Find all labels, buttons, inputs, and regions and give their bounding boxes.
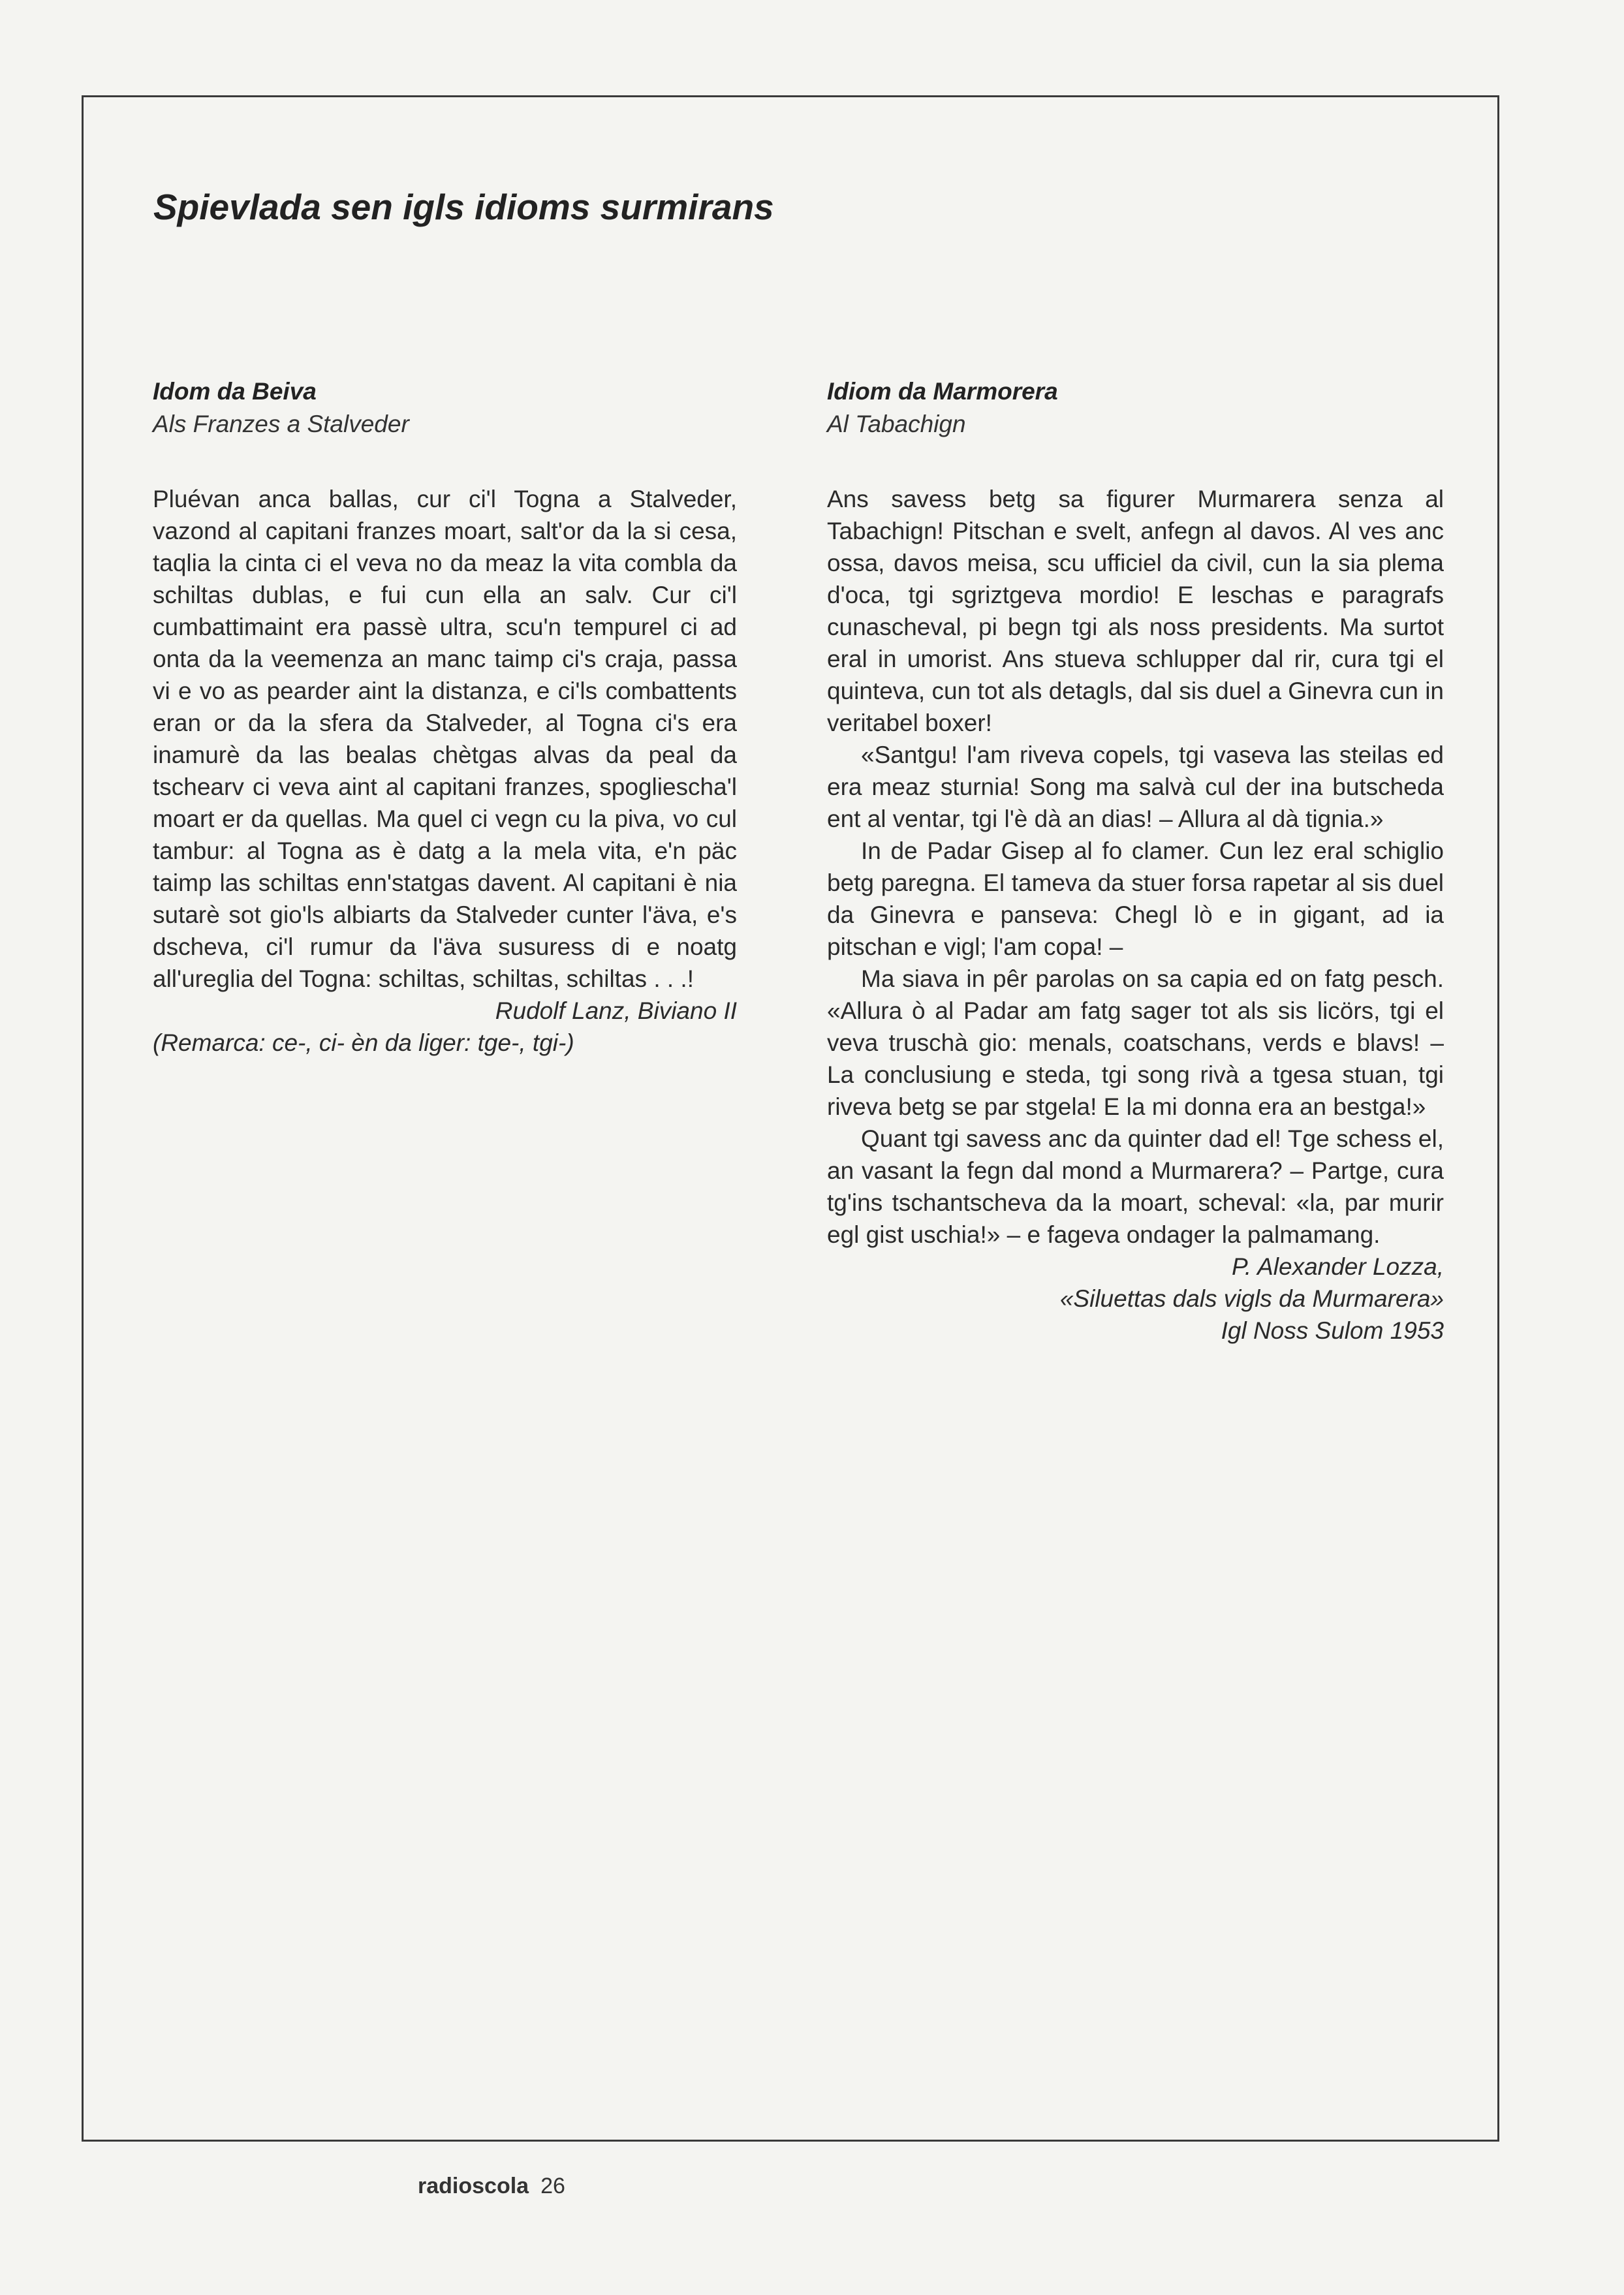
left-signature: Rudolf Lanz, Biviano II	[495, 997, 737, 1024]
page-title: Spievlada sen igls idioms surmirans	[153, 187, 774, 227]
right-column-heading: Idiom da Marmorera	[827, 378, 1058, 405]
right-signature-line-1: P. Alexander Lozza,	[1232, 1253, 1444, 1280]
footer-page-number: 26	[540, 2174, 565, 2198]
right-paragraph-5: Quant tgi savess anc da quinter dad el! Tge schess el, an vasant la fegn dal mond a Murmarera? – Partge, cura tg'ins tschantscheva da la moart, scheval: «la, par murir egl gist uschia!» – e fageva ondager la palmamang.	[827, 1125, 1444, 1248]
right-paragraph-4: Ma siava in pêr parolas on sa capia ed on fatg pesch. «Allura ò al Padar am fatg sager tot als sis licörs, tgi el veva truschà gio: menals, coatschans, verds e blavs! – La conclusiung e steda, tgi song rivà a tgesa stuan, tgi riveva betg se par stgela! E la mi donna era an bestga!»	[827, 965, 1444, 1120]
right-signature-line-3: Igl Noss Sulom 1953	[1221, 1317, 1444, 1344]
right-column-subheading: Al Tabachign	[827, 411, 966, 437]
right-column-body	[827, 483, 1444, 1251]
left-column	[153, 375, 737, 1059]
right-column	[827, 375, 1444, 1347]
left-paragraph: Pluévan anca ballas, cur ci'l Togna a Stalveder, vazond al capitani franzes moart, salt'or da la si cesa, taqlia la cinta ci el veva no da meaz la vita combla da schiltas dublas, e fui cun ella an salv. Cur ci'l cumbattimaint era passè ultra, scu'n tempurel ci ad onta da la veemenza an manc taimp ci's craja, passa vi e vo as pearder aint la distanza, e ci'ls combattents eran or da la sfera da Stalveder, al Togna ci's era inamurè da las bealas chètgas alvas da peal da tschearv ci veva aint al capitani franzes, spogliescha'l moart er da quellas. Ma quel ci vegn cu la piva, vo cul tambur: al Togna as è datg a la mela vita, e'n päc taimp las schiltas enn'statgas davent. Al capitani è nia sutarè sot gio'ls albiarts da Stalveder cunter l'äva, e's dscheva, ci'l rumur da l'äva susuress di e noatg all'ureglia del Togna: schiltas, schiltas, schiltas . . .!	[153, 486, 737, 992]
right-signature-line-2: «Siluettas dals vigls da Murmarera»	[1059, 1285, 1444, 1312]
right-paragraph-3: In de Padar Gisep al fo clamer. Cun lez eral schiglio betg paregna. El tameva da stuer forsa rapetar al sis duel da Ginevra e panseva: Chegl lò e in gigant, ad ia pitschan e vigl; l'am copa! –	[827, 837, 1444, 960]
right-paragraph-1: Ans savess betg sa figurer Murmarera senza al Tabachign! Pitschan e svelt, anfegn al davos. Al ves anc ossa, davos meisa, scu ufficiel da civil, cun la sia plema d'oca, tgi sgriztgeva mordio! E leschas e paragrafs cunascheval, pi begn tgi als noss presidents. Ma surtot eral in umorist. Ans stueva schlupper dal rir, cura tgi el quinteva, cun tot als detagls, dal sis duel a Ginevra cun in veritabel boxer!	[827, 486, 1444, 736]
right-paragraph-2: «Santgu! l'am riveva copels, tgi vaseva las steilas ed era meaz sturnia! Song ma salvà cul der ina butscheda ent al ventar, tgi l'è dà an dias! – Allura al dà tignia.»	[827, 742, 1444, 832]
left-column-subheading: Als Franzes a Stalveder	[153, 411, 409, 437]
left-column-heading: Idom da Beiva	[153, 378, 317, 405]
page-footer	[418, 2174, 565, 2199]
left-column-body	[153, 483, 737, 995]
footer-publication: radioscola	[418, 2174, 529, 2198]
left-note: (Remarca: ce-, ci- èn da liger: tge-, tgi-)	[153, 1029, 574, 1056]
